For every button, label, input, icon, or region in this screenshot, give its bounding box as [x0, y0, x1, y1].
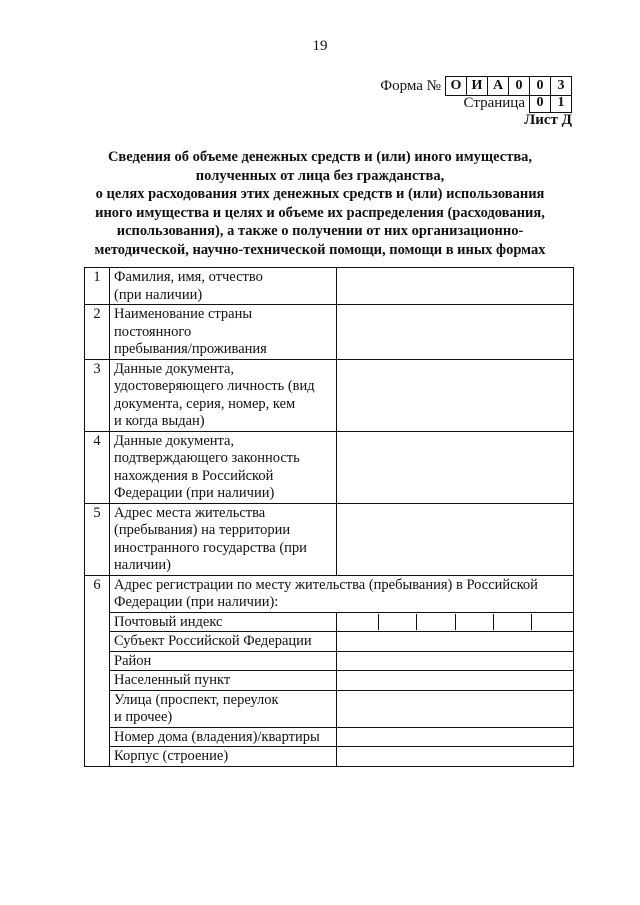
table-row — [85, 575, 574, 612]
info-table — [84, 267, 574, 767]
field-label-line: Адрес регистрации по месту жительства (пребывания) в Российской — [114, 576, 538, 593]
field-value[interactable] — [337, 359, 574, 431]
field-label-line: Субъект Российской Федерации — [114, 633, 312, 649]
field-label-line: наличии) — [114, 557, 171, 573]
form-code-cell: 3 — [550, 77, 571, 95]
row-number: 6 — [85, 575, 110, 766]
field-label-line: нахождения в Российской — [114, 467, 274, 484]
title-line: о целях расходования этих денежных средств и (или) использования — [95, 186, 545, 202]
address-field-label — [110, 612, 337, 632]
address-row — [85, 612, 574, 632]
form-code-cell: О — [450, 78, 462, 93]
field-value[interactable] — [337, 431, 574, 503]
address-field-label — [110, 727, 337, 747]
postal-code-digit[interactable] — [378, 614, 416, 630]
address-field-value[interactable] — [337, 727, 574, 747]
field-label-line: документа, серия, номер, кем — [114, 395, 296, 412]
form-number-label: Форма № — [380, 77, 441, 94]
postal-code-digit[interactable] — [341, 614, 378, 630]
field-label-line: удостоверяющего личность (вид — [114, 378, 315, 394]
page-label: Страница — [463, 95, 525, 111]
form-code-cell: И — [466, 77, 487, 95]
field-value[interactable] — [337, 503, 574, 575]
form-code-cell: 0 — [508, 77, 529, 95]
field-label-line: (при наличии) — [114, 286, 203, 303]
field-label-line: постоянного — [114, 323, 192, 340]
title-line: иного имущества и целях и объеме их распределения (расходования, — [95, 204, 545, 221]
field-label — [110, 268, 337, 305]
field-label-line: и когда выдан) — [114, 413, 205, 429]
field-label-line: Почтовый индекс — [114, 613, 223, 630]
field-label-line: и прочее) — [114, 709, 173, 725]
table-row — [85, 359, 574, 431]
field-label-line: Фамилия, имя, отчество — [114, 269, 263, 285]
address-row — [85, 747, 574, 767]
field-label — [110, 305, 337, 360]
address-field-value[interactable] — [337, 690, 574, 727]
field-label-line: Населенный пункт — [114, 672, 231, 688]
form-code-cells — [445, 76, 572, 96]
postal-code-digit[interactable] — [455, 614, 493, 630]
sheet-label: Лист Д — [524, 112, 572, 128]
field-label-line: Данные документа, — [114, 360, 235, 377]
title-line: использования), а также о получении от них организационно- — [116, 223, 524, 239]
page-number: 19 — [312, 38, 328, 54]
page-cell: 0 — [536, 95, 544, 110]
field-value[interactable] — [337, 305, 574, 360]
field-label-line: Наименование страны — [114, 306, 253, 322]
address-row — [85, 727, 574, 747]
postal-code-digit[interactable] — [531, 614, 569, 630]
title-line: Сведения об объеме денежных средств и (или) иного имущества, — [107, 149, 533, 165]
field-label-line: Данные документа, — [114, 432, 235, 449]
form-code-cell: 0 — [529, 77, 550, 95]
field-label-line: Федерации (при наличии) — [114, 485, 275, 501]
document-title — [60, 148, 580, 259]
row-number: 2 — [85, 305, 110, 360]
form-code-cell: А — [487, 77, 508, 95]
address-field-label — [110, 651, 337, 671]
postal-code-digit[interactable] — [416, 614, 454, 630]
field-value[interactable] — [337, 268, 574, 305]
address-field-value[interactable] — [337, 671, 574, 691]
address-field-label — [110, 671, 337, 691]
page-indicator — [464, 94, 572, 113]
table-row — [85, 503, 574, 575]
field-label-line: Федерации (при наличии): — [114, 594, 279, 610]
field-label-line: подтверждающего законность — [114, 450, 300, 466]
address-row — [85, 690, 574, 727]
address-field-value[interactable] — [337, 651, 574, 671]
address-row — [85, 651, 574, 671]
address-row — [85, 671, 574, 691]
field-label-line: пребывания/проживания — [114, 341, 267, 357]
address-field-value[interactable] — [337, 747, 574, 767]
postal-code-digit[interactable] — [493, 614, 531, 630]
title-line: полученных от лица без гражданства, — [195, 167, 445, 184]
page-cells — [529, 94, 572, 113]
field-label — [110, 359, 337, 431]
table-row — [85, 268, 574, 305]
row-number: 3 — [85, 359, 110, 431]
field-label-line: Район — [114, 652, 152, 669]
field-label-line: Адрес места жительства — [114, 504, 266, 521]
address-field-label — [110, 690, 337, 727]
field-label-line: иностранного государства (при — [114, 539, 307, 556]
field-label-line: Корпус (строение) — [114, 748, 229, 764]
address-field-value[interactable] — [337, 632, 574, 652]
postal-code-cells[interactable] — [337, 612, 574, 632]
field-label-line: Номер дома (владения)/квартиры — [114, 728, 320, 745]
address-field-label — [110, 632, 337, 652]
field-label — [110, 503, 337, 575]
field-label-line: Улица (проспект, переулок — [114, 691, 279, 708]
row-number: 1 — [85, 268, 110, 305]
form-number — [380, 76, 572, 96]
address-row — [85, 632, 574, 652]
address-header — [110, 575, 574, 612]
field-label-line: (пребывания) на территории — [114, 522, 291, 538]
row-number: 5 — [85, 503, 110, 575]
table-row — [85, 305, 574, 360]
table-row — [85, 431, 574, 503]
row-number: 4 — [85, 431, 110, 503]
page-cell: 1 — [550, 94, 571, 112]
field-label — [110, 431, 337, 503]
address-field-label — [110, 747, 337, 767]
title-line: методической, научно-технической помощи, помощи в иных формах — [94, 241, 546, 258]
